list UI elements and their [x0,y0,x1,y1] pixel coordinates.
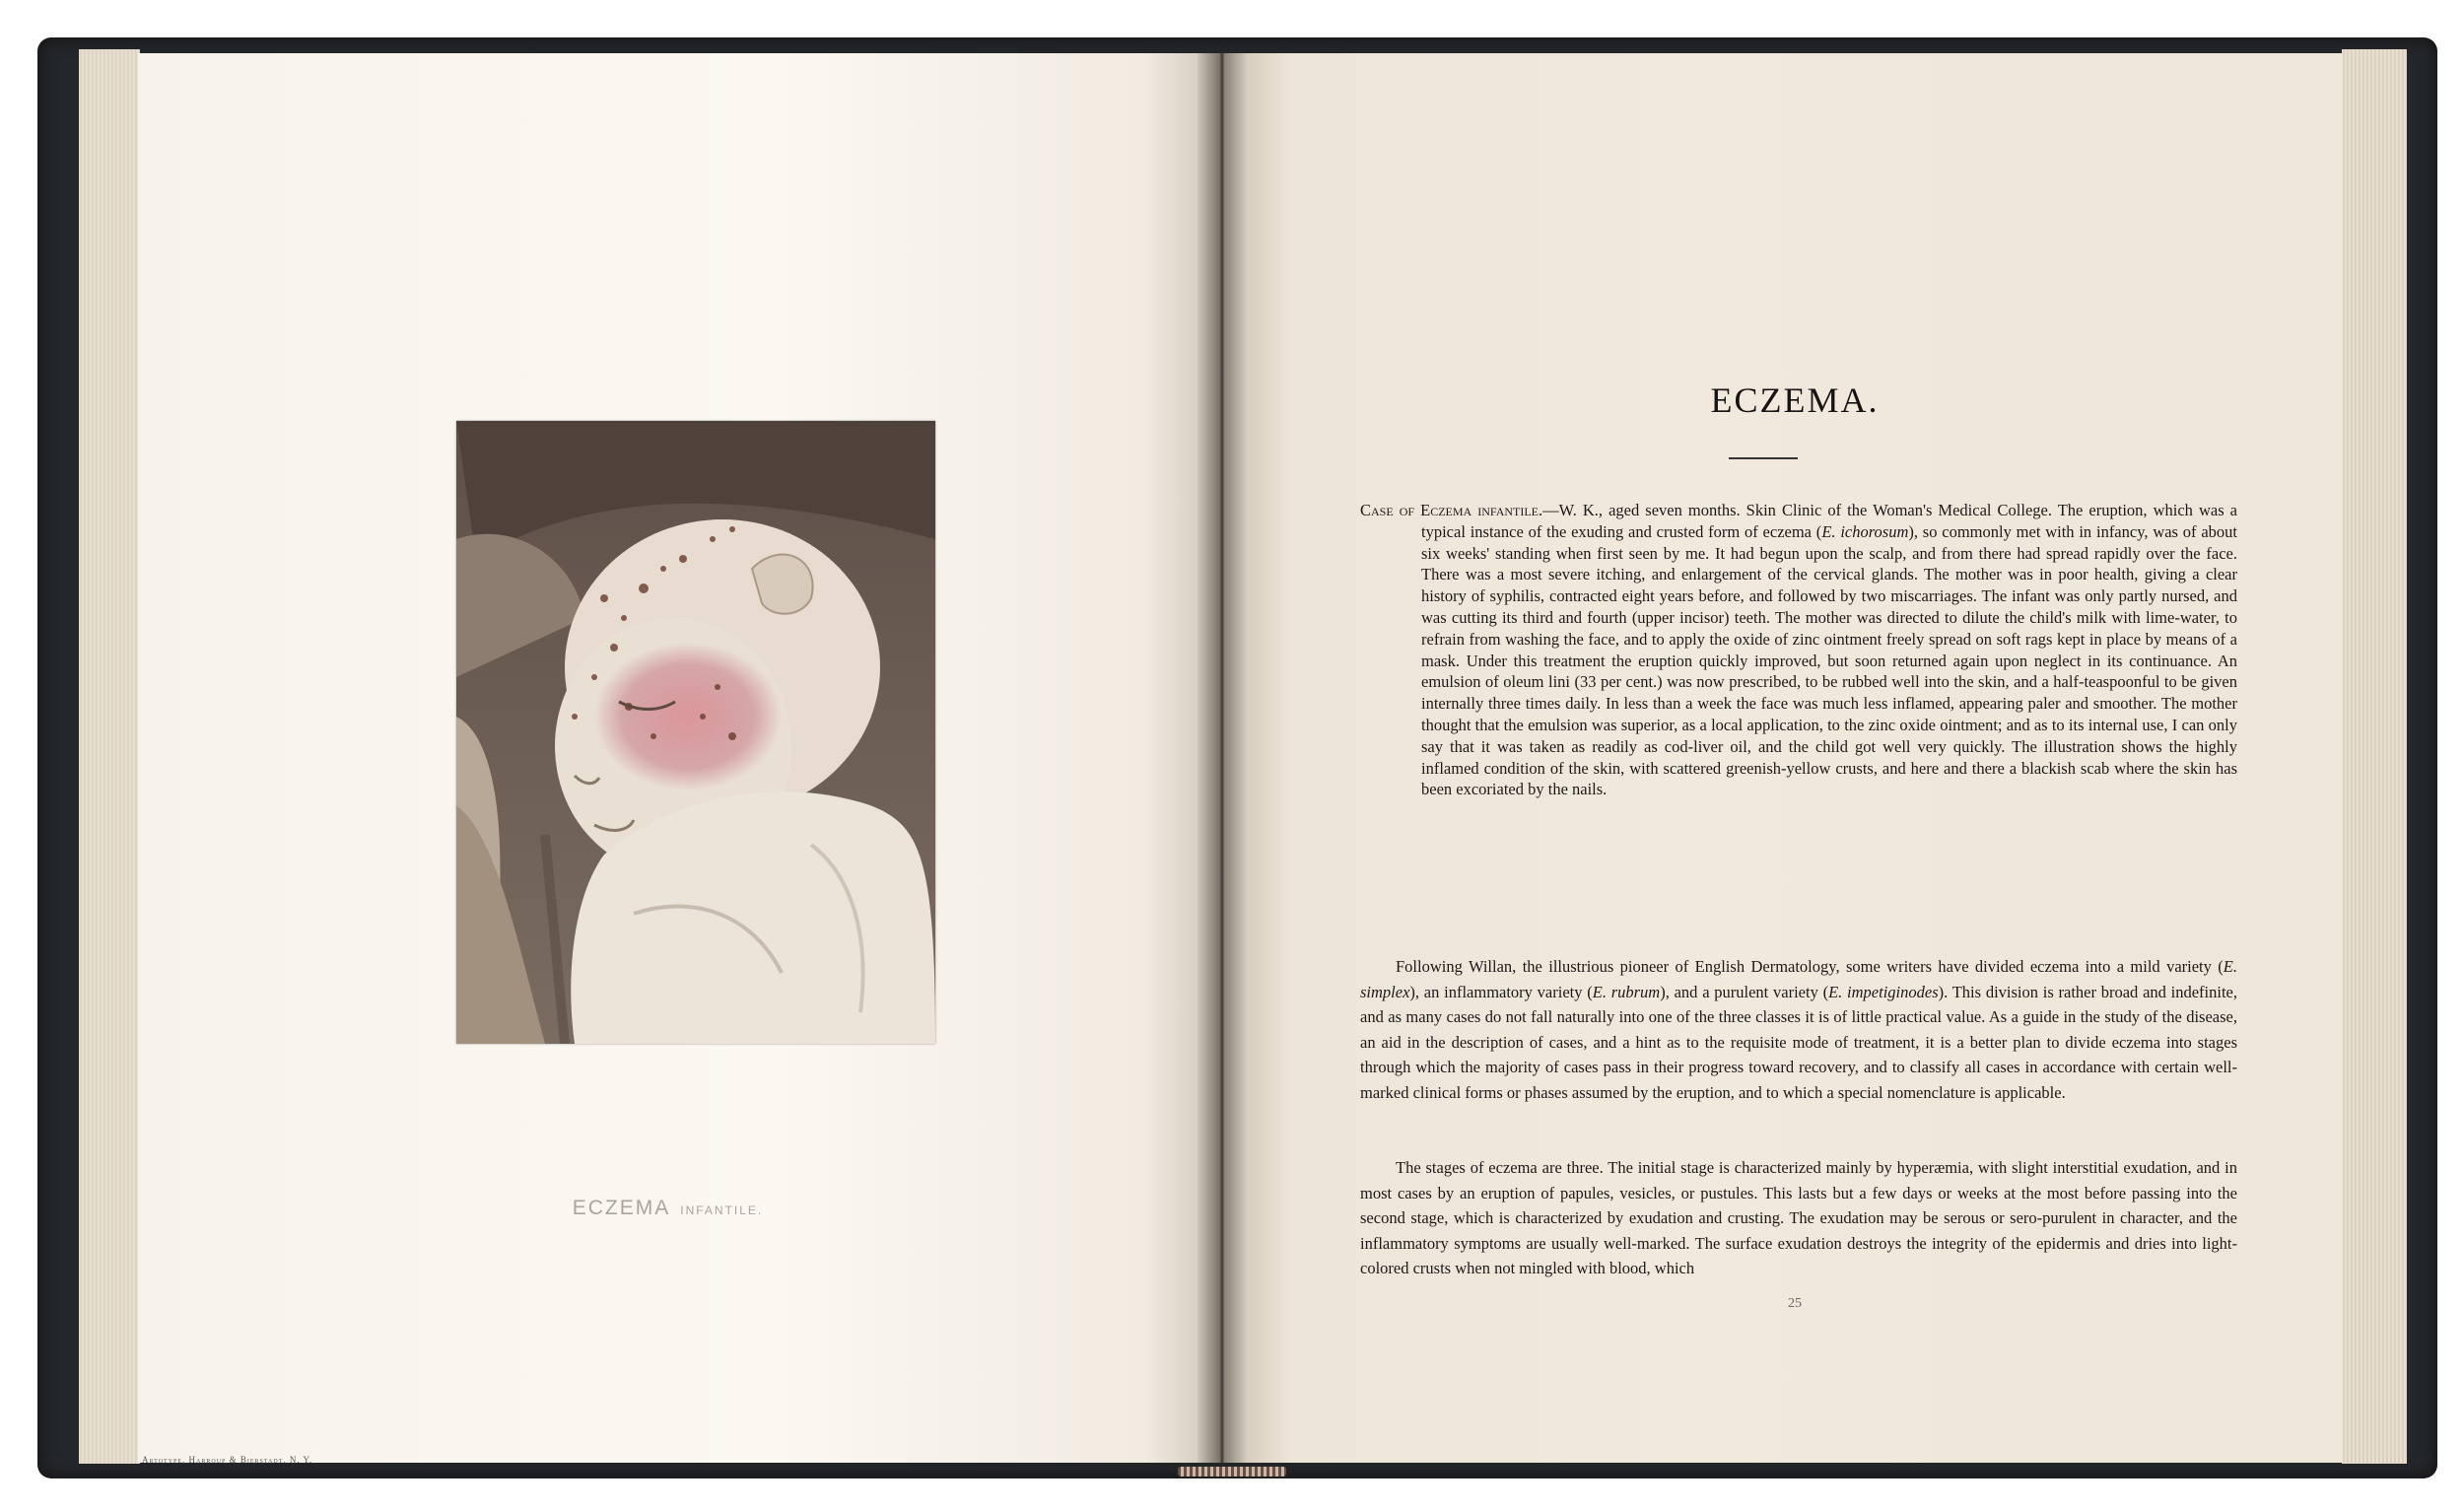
case-report [1360,500,2237,800]
para1-text-b: ), an inflammatory variety ( [1409,982,1593,1001]
para1-italic-rubrum: E. rubrum [1592,982,1661,1001]
infant-photo-illustration [456,421,935,1044]
para1-text-d: ). This division is rather broad and indefinite, and as many cases do not fall naturally into one of the three classes it is of little practical value. As a guide in the study of the disease, an aid in the description of cases, and a hint as to the requisite mode of treatment, it is a better plan to divide eczema into stages through which the majority of cases pass in their progress toward recovery, and to classify all cases in accordance with certain well-marked clinical forms or phases assumed by the eruption, and to which a special nomenclature is applicable. [1360,982,2238,1102]
plate-caption [138,1197,1198,1220]
para1-text-a: Following Willan, the illustrious pioneer of English Dermatology, some writers have divided eczema into a mild variety ( [1396,957,2224,976]
book-gutter [1198,53,1247,1463]
plate-caption-main: ECZEMA [572,1197,671,1219]
para1-italic-simplex: E. simplex [1360,957,2237,1001]
paragraph-willan [1360,954,2237,1105]
case-text-1: —W. K., aged seven months. Skin Clinic of the Woman's Medical College. The eruption, which was a typical instance of the exuding and crusted form of eczema ( [1421,501,2238,541]
page-number: 25 [1788,1296,1802,1311]
page-edges-left [79,49,140,1464]
page-title: ECZEMA. [1710,380,1880,420]
case-italic-1: E. ichorosum [1821,521,1909,541]
printer-imprint: Artotype, Harroup & Bierstadt, N. Y. [142,1455,313,1465]
right-page [1247,53,2343,1463]
plate-caption-sub: INFANTILE. [680,1203,764,1217]
title-rule [1729,457,1798,459]
para1-text-c: ), and a purulent variety ( [1660,982,1829,1001]
case-lead: Case of Eczema infantile. [1360,501,1543,519]
headband-cord [1178,1467,1286,1477]
photographic-plate [456,421,935,1044]
para1-italic-impetiginodes: E. impetiginodes [1828,982,1939,1001]
paragraph-stages: The stages of eczema are three. The initial stage is characterized mainly by hyperæmia, with slight interstitial exudation, and in most cases by an eruption of papules, vesicles, or pustules. This lasts but a few days or weeks at the most before passing into the second stage, which is characterized by exudation and crusting. The exudation may be serous or sero-purulent in character, and the inflammatory symptoms are usually well-marked. The surface exudation destroys the integrity of the epidermis and dries into light-colored crusts when not mingled with blood, which [1360,1158,2237,1277]
case-text-2: ), so commonly met with in infancy, was of about six weeks' standing when first seen by me. It had begun upon the scalp, and from there had spread rapidly over the face. There was a most severe itching, and enlargement of the cervical glands. The mother was in poor health, giving a clear history of syphilis, contracted eight years before, and followed by two miscarriages. The infant was only partly nursed, and was cutting its third and fourth (upper incisor) teeth. The mother was directed to dilute the child's milk with lime-water, to refrain from washing the face, and to apply the oxide of zinc ointment freely spread on soft rags kept in place by means of a mask. Under this treatment the eruption quickly improved, but soon returned again upon neglect in its continuance. An emulsion of oleum lini (33 per cent.) was now prescribed, to be rubbed well into the skin, and a half-teaspoonful to be given internally three times daily. In less than a week the face was much less inflamed, appearing paler and smoother. The mother thought that the emulsion was superior, as a local application, to the zinc oxide ointment; and as to its internal use, I can only say that it was taken as readily as cod-liver oil, and the child got well very quickly. The illustration shows the highly inflamed condition of the skin, with scattered greenish-yellow crusts, and here and there a blackish scab where the skin has been excoriated by the nails. [1421,521,2237,799]
left-page [138,53,1198,1463]
page-edges-right [2342,49,2407,1464]
